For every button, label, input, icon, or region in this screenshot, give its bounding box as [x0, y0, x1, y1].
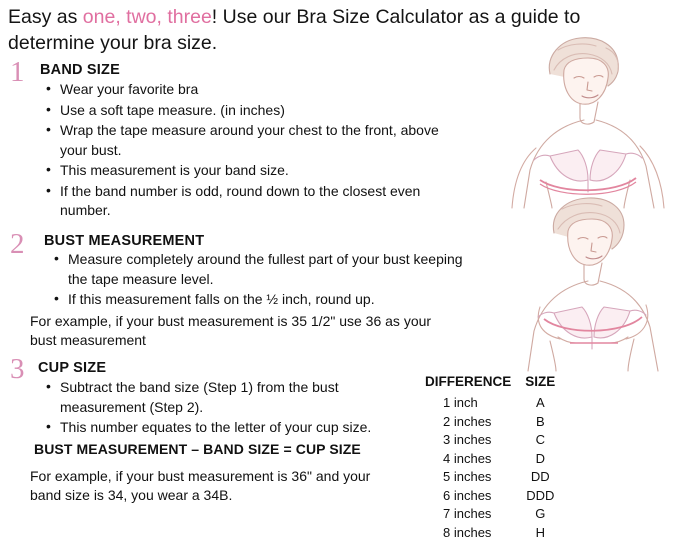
cell-difference: 6 inches	[425, 487, 525, 506]
step-number-1: 1	[10, 58, 25, 87]
table-row	[425, 468, 555, 487]
cell-size: DD	[525, 468, 555, 487]
list-item: • This measurement is your band size.	[42, 161, 462, 181]
cell-difference: 3 inches	[425, 431, 525, 450]
cell-difference: 7 inches	[425, 505, 525, 524]
band-size-bullets	[42, 80, 462, 222]
cell-difference: 2 inches	[425, 413, 525, 432]
column-header-difference: DIFFERENCE	[425, 374, 525, 394]
list-item: • If the band number is odd, round down to the closest even number.	[42, 182, 462, 221]
table-row	[425, 413, 555, 432]
heading-highlight: one, two, three	[83, 6, 212, 28]
table-row	[425, 394, 555, 413]
list-item: • Wrap the tape measure around your chest to the front, above your bust.	[42, 121, 462, 160]
step-number-2: 2	[10, 230, 25, 259]
table-row	[425, 487, 555, 506]
cell-size: C	[525, 431, 555, 450]
table-header-row	[425, 374, 555, 394]
step-title-cup-size: CUP SIZE	[38, 360, 106, 376]
cell-size: H	[525, 524, 555, 542]
cell-size: B	[525, 413, 555, 432]
step-number-3: 3	[10, 355, 25, 384]
list-item: • Use a soft tape measure. (in inches)	[42, 101, 462, 121]
table-row	[425, 524, 555, 542]
column-header-size: SIZE	[525, 374, 555, 394]
list-item: • This number equates to the letter of your cup size.	[42, 418, 402, 438]
list-item: • Measure completely around the fullest part of your bust keeping the tape measure level.	[50, 250, 470, 289]
heading-prefix: Easy as	[8, 6, 83, 28]
bust-measurement-example: For example, if your bust measurement is 35 1/2" use 36 as your bust measurement	[30, 312, 460, 350]
table-row	[425, 431, 555, 450]
cell-size: G	[525, 505, 555, 524]
step-title-band-size: BAND SIZE	[40, 62, 120, 78]
woman-measuring-band-illustration	[488, 30, 688, 210]
bust-measurement-bullets	[50, 250, 470, 311]
cell-size: D	[525, 450, 555, 469]
cup-size-example: For example, if your bust measurement is 36" and your band size is 34, you wear a 34B.	[30, 467, 390, 505]
cup-size-bullets	[42, 378, 402, 439]
woman-measuring-bust-illustration	[500, 193, 690, 373]
step-title-bust-measurement: BUST MEASUREMENT	[44, 233, 204, 249]
cell-difference: 4 inches	[425, 450, 525, 469]
list-item: • If this measurement falls on the ½ inch, round up.	[50, 290, 470, 310]
table-row	[425, 450, 555, 469]
list-item: • Wear your favorite bra	[42, 80, 462, 100]
cell-difference: 1 inch	[425, 394, 525, 413]
cell-difference: 8 inches	[425, 524, 525, 542]
list-item: • Subtract the band size (Step 1) from the bust measurement (Step 2).	[42, 378, 402, 417]
cell-difference: 5 inches	[425, 468, 525, 487]
cell-size: A	[525, 394, 555, 413]
cup-size-formula: BUST MEASUREMENT – BAND SIZE = CUP SIZE	[34, 441, 361, 457]
heading-suffix: ! Use our Bra Size Calculator as a guide to determine your bra size.	[8, 6, 580, 54]
table-row	[425, 505, 555, 524]
cell-size: DDD	[525, 487, 555, 506]
